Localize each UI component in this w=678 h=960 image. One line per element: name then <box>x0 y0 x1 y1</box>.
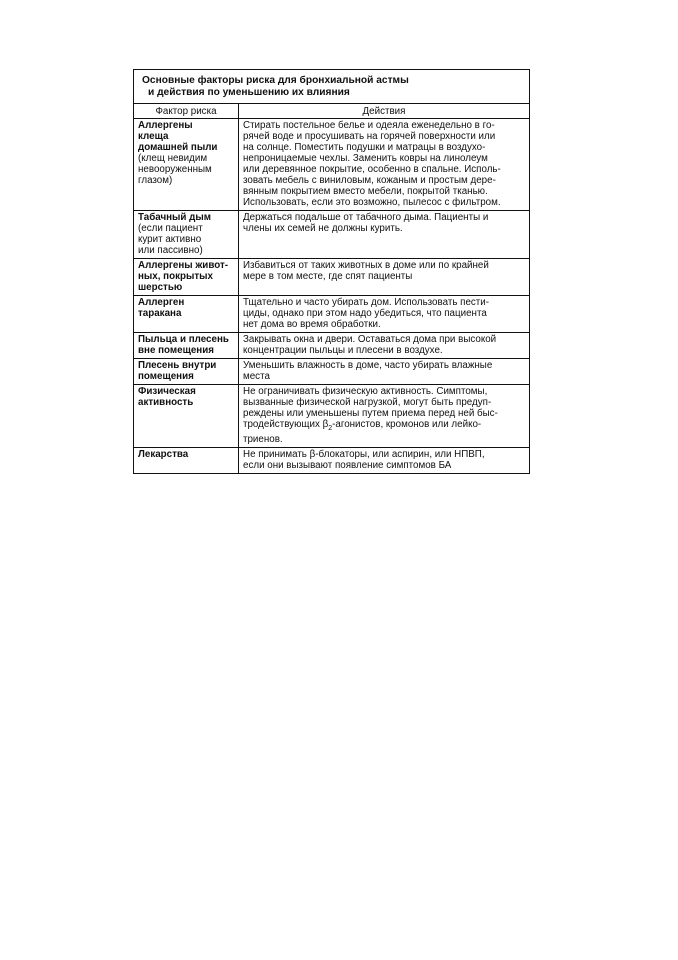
table-row <box>134 359 530 385</box>
beta-subscript: 2 <box>328 424 333 432</box>
action-cell: Закрывать окна и двери. Оставаться дома при высокой концентрации пыльцы и плесени в воздухе. <box>239 333 530 359</box>
factor-cell <box>134 333 239 359</box>
column-header-actions: Действия <box>239 104 530 119</box>
factor-cell <box>134 359 239 385</box>
action-text-part: -агонистов, кромонов или лейко- триенов. <box>243 419 482 445</box>
factor-name: Лекарства <box>138 448 189 460</box>
action-text-part: Не ограничивать физическую активность. Симптомы, вызванные физической нагрузкой, могут быть предуп- реждены или уменьшены путем приема перед ней быс- тродействующих β <box>243 386 498 430</box>
factor-name: Табачный дым <box>138 212 211 223</box>
table-row <box>134 259 530 296</box>
action-cell: Избавиться от таких животных в доме или по крайней мере в том месте, где спят пациенты <box>239 259 530 296</box>
action-cell: Не принимать β-блокаторы, или аспирин, или НПВП, если они вызывают появление симптомов БА <box>239 447 530 473</box>
factor-cell <box>134 211 239 259</box>
factor-name: Пыльца и плесень вне помещения <box>138 334 229 356</box>
factor-name: Аллергены живот- ных, покрытых шерстью <box>138 260 229 293</box>
factor-note: (клещ невидим невооруженным глазом) <box>138 153 212 186</box>
factor-cell <box>134 296 239 333</box>
factor-name: Плесень внутри помещения <box>138 360 217 382</box>
action-cell: Стирать постельное белье и одеяла еженедельно в го- рячей воде и просушивать на горячей поверхности или на солнце. Поместить подушки и матрацы в воздухо- непроницаемые чехлы. Заменить ковры на линолеум или деревянное покрытие, особенно в спальне. Исполь- зовать мебель с виниловым, кожаным и простым дере- вянным покрытием вместо мебели, покрытой тканью. Использовать, если это возможно, пылесос с фильтром. <box>239 119 530 211</box>
table-row <box>134 385 530 448</box>
table-row <box>134 296 530 333</box>
table-row <box>134 333 530 359</box>
table-title <box>134 70 530 104</box>
table-title-line-2: и действия по уменьшению их влияния <box>148 87 350 98</box>
factor-name: Аллергены клеща домашней пыли <box>138 120 218 153</box>
risk-factors-table <box>133 69 530 474</box>
table-title-row <box>134 70 530 104</box>
factor-cell <box>134 259 239 296</box>
table-title-line-1: Основные факторы риска для бронхиальной астмы <box>142 75 409 86</box>
action-cell: Держаться подальше от табачного дыма. Пациенты и члены их семей не должны курить. <box>239 211 530 259</box>
table-row <box>134 211 530 259</box>
action-cell <box>239 385 530 448</box>
factor-cell <box>134 385 239 448</box>
factor-name: Физическая активность <box>138 386 196 408</box>
action-cell: Уменьшить влажность в доме, часто убирать влажные места <box>239 359 530 385</box>
factor-name: Аллерген таракана <box>138 297 185 319</box>
column-header-factor: Фактор риска <box>134 104 239 119</box>
factor-note: (если пациент курит активно или пассивно) <box>138 223 203 256</box>
factor-cell <box>134 447 239 473</box>
table-row <box>134 119 530 211</box>
factor-cell <box>134 119 239 211</box>
table-row <box>134 447 530 473</box>
action-cell: Тщательно и часто убирать дом. Использовать пести- циды, однако при этом надо убедиться, что пациента нет дома во время обработки. <box>239 296 530 333</box>
table-header-row <box>134 104 530 119</box>
